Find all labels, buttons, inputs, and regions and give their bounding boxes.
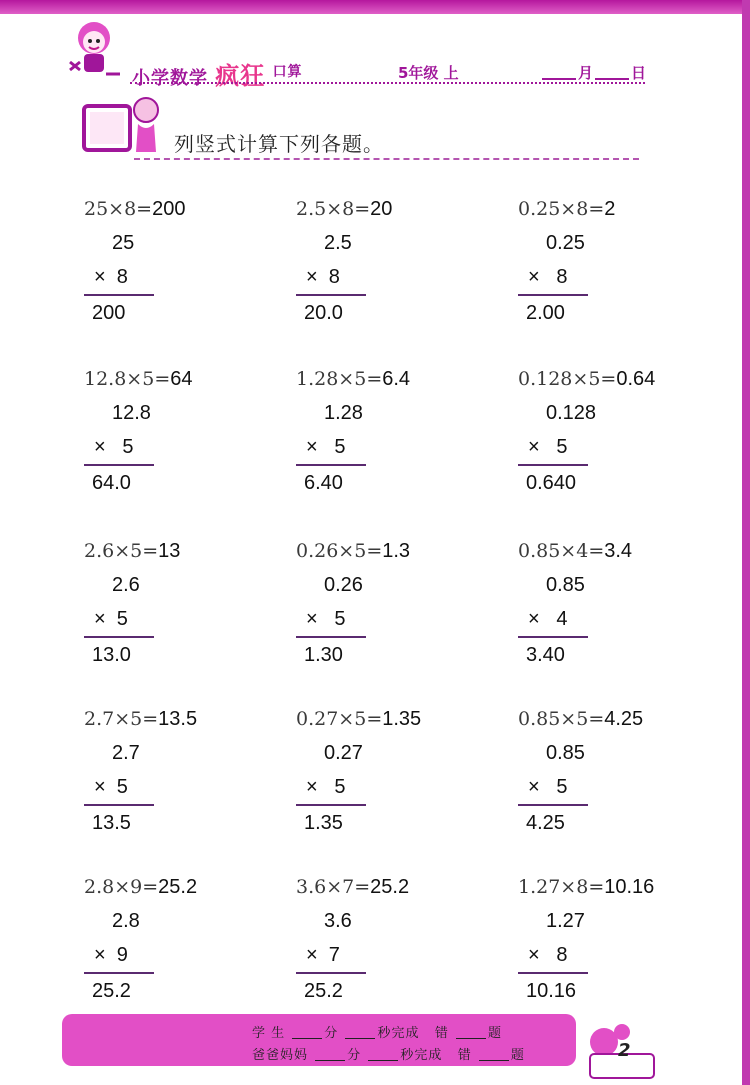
multiplication-line — [518, 464, 588, 466]
multiplication-line — [296, 636, 366, 638]
equation — [296, 876, 409, 899]
parent-seconds-blank[interactable] — [368, 1048, 398, 1061]
multiplicand: 0.26 — [324, 574, 363, 596]
multiplication-line — [518, 294, 588, 296]
multiplicand: 0.27 — [324, 742, 363, 764]
product-result: 1.30 — [304, 644, 343, 666]
equation — [296, 198, 392, 221]
brand-char: 数 — [170, 68, 189, 89]
multiplicand: 0.85 — [546, 574, 585, 596]
cartoon-girl-icon — [66, 18, 126, 84]
equation-text: 12.8×5= — [84, 368, 171, 390]
equation — [518, 876, 654, 899]
brand-title — [132, 56, 303, 91]
equation — [518, 368, 655, 391]
problem-block — [518, 876, 718, 1016]
month-blank[interactable] — [542, 64, 576, 80]
multiplication-line — [518, 804, 588, 806]
answer-text: 1.3 — [382, 540, 411, 562]
equation-text: 2.8×9= — [84, 876, 159, 898]
product-result: 4.25 — [526, 812, 565, 834]
brand-char: 学 — [151, 68, 170, 89]
product-result: 3.40 — [526, 644, 565, 666]
answer-text: 1.35 — [382, 708, 422, 730]
right-border — [742, 0, 750, 1085]
answer-text: 200 — [152, 198, 186, 220]
equation — [296, 368, 410, 391]
student-seconds-blank[interactable] — [345, 1026, 375, 1039]
page-number: 2 — [618, 1040, 631, 1061]
parent-label: 爸爸妈妈 — [252, 1048, 309, 1063]
multiplication-line — [84, 464, 154, 466]
answer-text: 20 — [370, 198, 393, 220]
multiplication-line — [84, 972, 154, 974]
multiplier-row: × 8 — [306, 266, 340, 288]
answer-text: 6.4 — [382, 368, 411, 390]
answer-text: 13.5 — [158, 708, 198, 730]
multiplication-line — [296, 972, 366, 974]
problem-block — [84, 198, 284, 338]
product-result: 6.40 — [304, 472, 343, 494]
multiplication-line — [84, 294, 154, 296]
multiplication-line — [84, 636, 154, 638]
multiplication-line — [518, 972, 588, 974]
student-minutes-blank[interactable] — [292, 1026, 322, 1039]
problem-block — [84, 368, 284, 508]
product-result: 25.2 — [92, 980, 131, 1002]
wrong-label: 错 — [434, 1026, 449, 1041]
multiplier-row: × 5 — [306, 436, 346, 458]
header-divider — [130, 82, 645, 84]
equation-text: 25×8= — [84, 198, 153, 220]
product-result: 13.5 — [92, 812, 131, 834]
product-result: 64.0 — [92, 472, 131, 494]
parent-wrong-blank[interactable] — [479, 1048, 509, 1061]
problem-block — [84, 708, 284, 848]
product-result: 200 — [92, 302, 126, 324]
answer-text: 13 — [158, 540, 181, 562]
minutes-label: 分 — [324, 1026, 339, 1041]
equation-text: 0.26×5= — [296, 540, 383, 562]
multiplicand: 2.6 — [112, 574, 140, 596]
multiplication-line — [296, 804, 366, 806]
equation-text: 0.128×5= — [518, 368, 617, 390]
multiplier-row: × 7 — [306, 944, 340, 966]
problem-block — [296, 708, 496, 848]
multiplication-line — [296, 294, 366, 296]
problem-block — [296, 876, 496, 1016]
multiplicand: 2.5 — [324, 232, 352, 254]
product-result: 2.00 — [526, 302, 565, 324]
questions-label: 题 — [510, 1048, 525, 1063]
header — [0, 12, 750, 90]
equation — [84, 708, 197, 731]
answer-text: 25.2 — [158, 876, 198, 898]
multiplicand: 0.85 — [546, 742, 585, 764]
multiplier-row: × 5 — [306, 776, 346, 798]
product-result: 25.2 — [304, 980, 343, 1002]
day-label: 日 — [631, 64, 647, 82]
answer-text: 0.64 — [616, 368, 656, 390]
equation-text: 0.27×5= — [296, 708, 383, 730]
problem-block — [84, 876, 284, 1016]
equation-text: 0.85×5= — [518, 708, 605, 730]
multiplier-row: × 8 — [94, 266, 128, 288]
brand-char: 学 — [189, 68, 208, 89]
multiplication-line — [296, 464, 366, 466]
brand-kousuan: 口算 — [272, 64, 303, 80]
questions-label: 题 — [488, 1026, 503, 1041]
multiplier-row: × 5 — [94, 608, 128, 630]
footer-student-row — [252, 1022, 502, 1041]
multiplication-line — [518, 636, 588, 638]
multiplier-row: × 9 — [94, 944, 128, 966]
multiplier-row: × 8 — [528, 266, 568, 288]
problem-block — [518, 708, 718, 848]
equation-text: 3.6×7= — [296, 876, 371, 898]
student-label: 学 生 — [252, 1026, 286, 1041]
product-result: 1.35 — [304, 812, 343, 834]
blackboard-girl-icon — [78, 92, 168, 160]
day-blank[interactable] — [595, 64, 629, 80]
wrong-label: 错 — [457, 1048, 472, 1063]
answer-text: 4.25 — [604, 708, 644, 730]
equation — [518, 708, 643, 731]
multiplicand: 1.28 — [324, 402, 363, 424]
multiplier-row: × 5 — [94, 436, 134, 458]
product-result: 20.0 — [304, 302, 343, 324]
equation — [296, 708, 421, 731]
answer-text: 64 — [170, 368, 193, 390]
multiplication-line — [84, 804, 154, 806]
minutes-label: 分 — [347, 1048, 362, 1063]
problem-block — [296, 368, 496, 508]
equation-text: 0.25×8= — [518, 198, 605, 220]
answer-text: 3.4 — [604, 540, 633, 562]
parent-minutes-blank[interactable] — [315, 1048, 345, 1061]
multiplicand: 25 — [112, 232, 135, 254]
multiplicand: 3.6 — [324, 910, 352, 932]
problem-block — [296, 540, 496, 680]
problem-block — [518, 368, 718, 508]
equation — [518, 198, 615, 221]
product-result: 13.0 — [92, 644, 131, 666]
multiplier-row: × 4 — [528, 608, 568, 630]
instruction-divider — [134, 158, 639, 160]
multiplier-row: × 8 — [528, 944, 568, 966]
equation — [84, 876, 197, 899]
answer-text: 25.2 — [370, 876, 410, 898]
answer-text: 2 — [604, 198, 616, 220]
seconds-label: 秒完成 — [400, 1048, 443, 1063]
equation — [84, 540, 180, 563]
multiplicand: 0.128 — [546, 402, 597, 424]
instruction-text: 列竖式计算下列各题。 — [174, 132, 384, 156]
equation-text: 1.27×8= — [518, 876, 605, 898]
multiplicand: 0.25 — [546, 232, 585, 254]
equation-text: 2.6×5= — [84, 540, 159, 562]
equation-text: 2.5×8= — [296, 198, 371, 220]
equation — [296, 540, 410, 563]
answer-text: 10.16 — [604, 876, 655, 898]
equation-text: 2.7×5= — [84, 708, 159, 730]
problem-block — [518, 198, 718, 338]
brand-char: 小 — [132, 68, 151, 89]
problem-block — [84, 540, 284, 680]
brand-crazy: 疯 — [215, 62, 241, 90]
equation — [518, 540, 632, 563]
student-wrong-blank[interactable] — [456, 1026, 486, 1039]
multiplicand: 12.8 — [112, 402, 151, 424]
problem-block — [296, 198, 496, 338]
multiplicand: 2.8 — [112, 910, 140, 932]
problem-block — [518, 540, 718, 680]
seconds-label: 秒完成 — [377, 1026, 420, 1041]
footer-record-bar — [62, 1014, 576, 1066]
multiplier-row: × 5 — [528, 776, 568, 798]
equation — [84, 368, 192, 391]
grade-label: 5年级 上 — [398, 64, 459, 82]
footer-parent-row — [252, 1044, 525, 1063]
multiplicand: 1.27 — [546, 910, 585, 932]
multiplicand: 2.7 — [112, 742, 140, 764]
product-result: 10.16 — [526, 980, 577, 1002]
month-label: 月 — [578, 64, 594, 82]
date-field — [540, 62, 646, 83]
equation-text: 1.28×5= — [296, 368, 383, 390]
product-result: 0.640 — [526, 472, 577, 494]
brand-crazy: 狂 — [240, 62, 266, 90]
multiplier-row: × 5 — [94, 776, 128, 798]
multiplier-row: × 5 — [528, 436, 568, 458]
equation — [84, 198, 185, 221]
multiplier-row: × 5 — [306, 608, 346, 630]
equation-text: 0.85×4= — [518, 540, 605, 562]
